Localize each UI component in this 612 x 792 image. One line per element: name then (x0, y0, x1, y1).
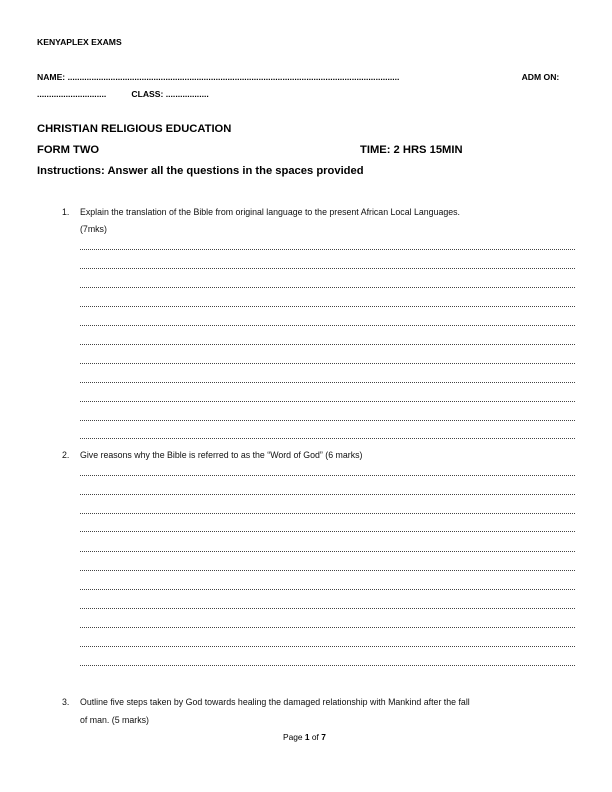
answer-line[interactable] (80, 589, 575, 590)
answer-line[interactable] (80, 513, 575, 514)
brand-title: KENYAPLEX EXAMS (37, 37, 122, 47)
question-text-cont: of man. (5 marks) (80, 715, 149, 725)
adm-label: ADM ON: (521, 72, 560, 82)
page-prefix: Page (283, 732, 305, 742)
name-line (37, 72, 575, 82)
answer-line[interactable] (80, 665, 575, 666)
answer-line[interactable] (80, 325, 575, 326)
class-line (37, 89, 209, 99)
subject-title: CHRISTIAN RELIGIOUS EDUCATION (37, 123, 232, 135)
name-label: NAME: (37, 72, 68, 82)
answer-line[interactable] (80, 268, 575, 269)
question-text: Explain the translation of the Bible from original language to the present African Local Languages. (80, 207, 460, 217)
adm-field[interactable]: ............................. (37, 89, 107, 99)
question-text: Outline five steps taken by God towards healing the damaged relationship with Mankind after the fall (80, 697, 470, 707)
name-field[interactable]: ........................................................................................................................................... (67, 72, 400, 82)
answer-line[interactable] (80, 627, 575, 628)
answer-line[interactable] (80, 249, 575, 250)
answer-line[interactable] (80, 646, 575, 647)
answer-line[interactable] (80, 570, 575, 571)
answer-line[interactable] (80, 306, 575, 307)
question-marks: (7mks) (80, 224, 107, 234)
class-label: CLASS: (131, 89, 166, 99)
answer-line[interactable] (80, 494, 575, 495)
answer-line[interactable] (80, 531, 575, 532)
answer-line[interactable] (80, 551, 575, 552)
instructions: Instructions: Answer all the questions in the spaces provided (37, 165, 364, 177)
answer-line[interactable] (80, 363, 575, 364)
answer-line[interactable] (80, 382, 575, 383)
time-label: TIME: 2 HRS 15MIN (360, 144, 463, 156)
page-number (283, 732, 326, 742)
page-total: 7 (321, 732, 326, 742)
answer-line[interactable] (80, 608, 575, 609)
class-field[interactable]: .................. (165, 89, 209, 99)
question-number: 1. (62, 207, 70, 217)
question-number: 3. (62, 697, 70, 707)
answer-line[interactable] (80, 287, 575, 288)
answer-line[interactable] (80, 401, 575, 402)
form-label: FORM TWO (37, 144, 100, 156)
page-current: 1 (304, 732, 310, 742)
answer-line[interactable] (80, 438, 575, 439)
page-of: of (309, 732, 322, 742)
question-text: Give reasons why the Bible is referred to as the “Word of God” (6 marks) (80, 450, 363, 460)
answer-line[interactable] (80, 344, 575, 345)
answer-line[interactable] (80, 420, 575, 421)
question-number: 2. (62, 450, 70, 460)
answer-line[interactable] (80, 475, 575, 476)
